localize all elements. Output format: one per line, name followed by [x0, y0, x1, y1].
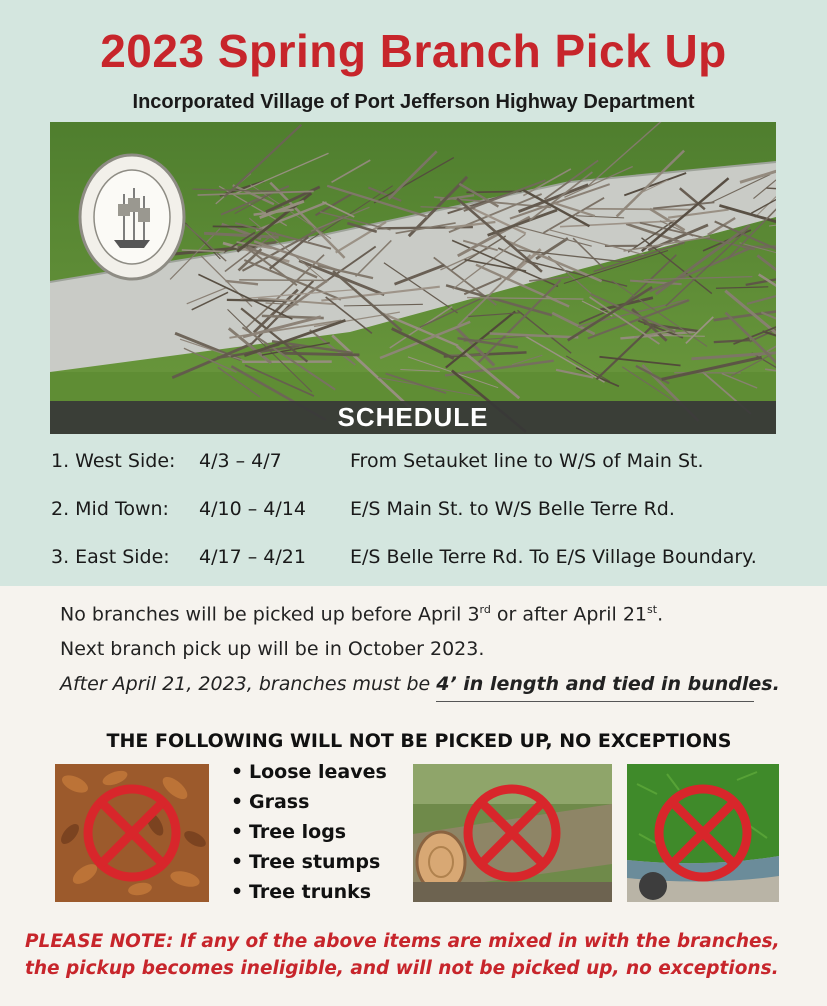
note-emphasis: 4’ in length and tied in bundles.: [436, 673, 780, 695]
divider: [436, 701, 754, 702]
schedule-dates: 4/17 – 4/21: [199, 546, 306, 568]
schedule-area: E/S Main St. to W/S Belle Terre Rd.: [350, 498, 675, 520]
schedule-area: From Setauket line to W/S of Main St.: [350, 450, 704, 472]
village-seal: [80, 155, 184, 279]
exclusions-list: [231, 760, 387, 910]
exclusions-heading: THE FOLLOWING WILL NOT BE PICKED UP, NO EXCEPTIONS: [106, 730, 732, 752]
schedule-banner: SCHEDULE: [50, 401, 776, 434]
list-item: • Grass: [231, 790, 387, 820]
schedule-row: [51, 450, 821, 480]
schedule-zone: 3. East Side:: [51, 546, 170, 568]
schedule-dates: 4/3 – 4/7: [199, 450, 282, 472]
note-text: .: [657, 603, 664, 626]
please-note: PLEASE NOTE: If any of the above items are mixed in with the branches, the pickup becomes ineligible, and will not be picked up, no exceptions.: [25, 931, 780, 979]
list-item: • Loose leaves: [231, 760, 387, 790]
note-pickup-window: [60, 603, 663, 625]
schedule-area: E/S Belle Terre Rd. To E/S Village Boundary.: [350, 546, 757, 568]
schedule-row: [51, 498, 821, 528]
note-text: or after April 21: [490, 603, 648, 626]
branch-pile-illustration: [50, 122, 776, 434]
twig: [585, 209, 692, 210]
schedule-zone: 1. West Side:: [51, 450, 176, 472]
list-item: • Tree trunks: [231, 880, 387, 910]
page-subtitle: Incorporated Village of Port Jefferson Highway Department: [132, 91, 695, 113]
note-next-pickup: Next branch pick up will be in October 2023.: [60, 638, 485, 660]
page-title: 2023 Spring Branch Pick Up: [100, 25, 727, 77]
note-superscript: rd: [479, 603, 491, 616]
schedule-row: [51, 546, 821, 576]
schedule-dates: 4/10 – 4/14: [199, 498, 306, 520]
list-item: • Tree logs: [231, 820, 387, 850]
grass-clippings-photo: [627, 764, 779, 902]
list-item: • Tree stumps: [231, 850, 387, 880]
note-bundle-rule: [60, 673, 780, 695]
note-superscript: st: [647, 603, 658, 616]
schedule-zone: 2. Mid Town:: [51, 498, 169, 520]
note-text: After April 21, 2023, branches must be: [60, 673, 437, 695]
tree-logs-photo: [413, 764, 612, 902]
leaves-photo: [55, 764, 209, 902]
note-text: No branches will be picked up before April 3: [60, 603, 480, 626]
branch-pile-photo: [50, 122, 776, 434]
twig: [282, 353, 359, 355]
